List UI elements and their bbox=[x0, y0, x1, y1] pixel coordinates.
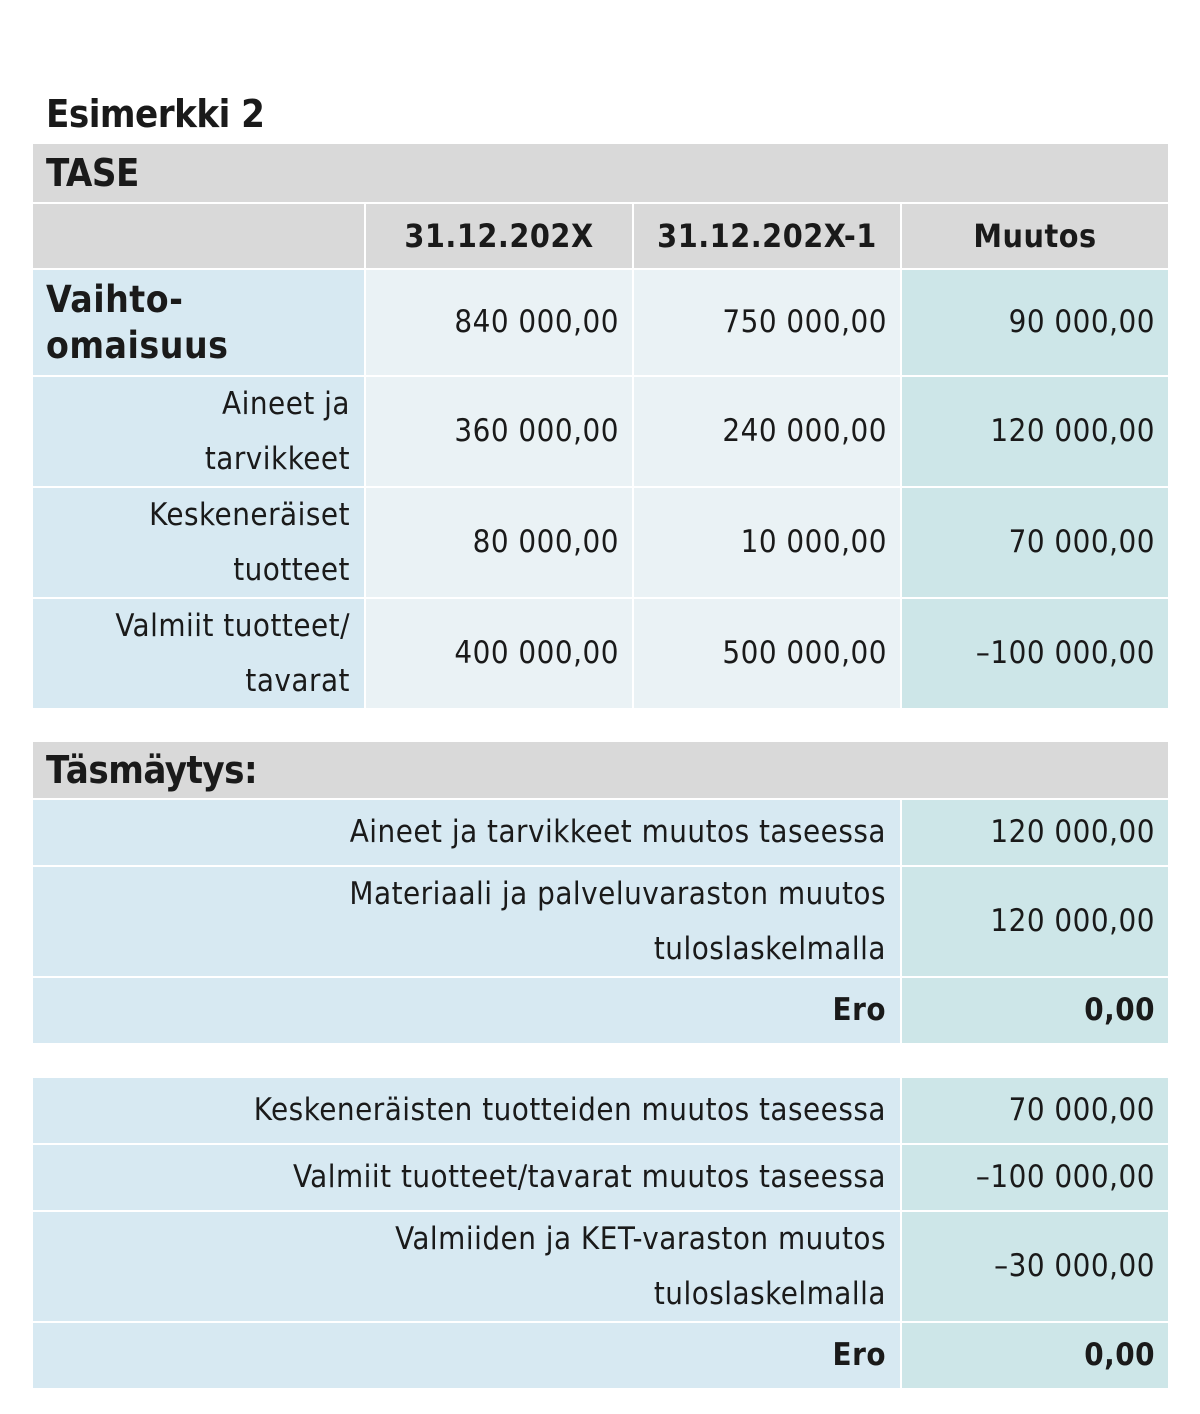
page-title: Esimerkki 2 bbox=[46, 92, 265, 136]
reconciliation-table-2 bbox=[33, 1076, 1168, 1388]
recon-value: –100 000,00 bbox=[902, 1145, 1168, 1210]
balance-header-row bbox=[33, 204, 1168, 268]
table-row bbox=[33, 270, 1168, 375]
row-change: 70 000,00 bbox=[902, 488, 1168, 597]
row-change: 120 000,00 bbox=[902, 377, 1168, 486]
recon-label: Valmiiden ja KET-varaston muutos tuloslaskelmalla bbox=[33, 1212, 900, 1321]
row-change: 90 000,00 bbox=[902, 270, 1168, 375]
difference-value: 0,00 bbox=[902, 978, 1168, 1043]
table-row bbox=[33, 488, 1168, 597]
recon-value: 120 000,00 bbox=[902, 867, 1168, 976]
recon-value: 70 000,00 bbox=[902, 1078, 1168, 1143]
table-row bbox=[33, 1212, 1168, 1321]
row-previous: 10 000,00 bbox=[634, 488, 900, 597]
table-row bbox=[33, 599, 1168, 708]
recon-label: Valmiit tuotteet/tavarat muutos taseessa bbox=[33, 1145, 900, 1210]
col-header-label bbox=[33, 204, 364, 268]
row-current: 80 000,00 bbox=[366, 488, 632, 597]
difference-value: 0,00 bbox=[902, 1323, 1168, 1388]
col-header-change: Muutos bbox=[902, 204, 1168, 268]
row-current: 400 000,00 bbox=[366, 599, 632, 708]
table-row bbox=[33, 1145, 1168, 1210]
table-row bbox=[33, 800, 1168, 865]
recon-label: Aineet ja tarvikkeet muutos taseessa bbox=[33, 800, 900, 865]
recon-value: –30 000,00 bbox=[902, 1212, 1168, 1321]
difference-label: Ero bbox=[33, 1323, 900, 1388]
row-label: Vaihto- omaisuus bbox=[33, 270, 364, 375]
row-change: –100 000,00 bbox=[902, 599, 1168, 708]
recon-value: 120 000,00 bbox=[902, 800, 1168, 865]
recon-label: Materiaali ja palveluvaraston muutos tuloslaskelmalla bbox=[33, 867, 900, 976]
recon-label: Keskeneräisten tuotteiden muutos taseessa bbox=[33, 1078, 900, 1143]
row-previous: 240 000,00 bbox=[634, 377, 900, 486]
balance-heading: TASE bbox=[33, 144, 1168, 202]
balance-table bbox=[33, 144, 1168, 708]
row-current: 360 000,00 bbox=[366, 377, 632, 486]
row-previous: 750 000,00 bbox=[634, 270, 900, 375]
table-row bbox=[33, 1078, 1168, 1143]
reconciliation-heading: Täsmäytys: bbox=[33, 742, 1168, 798]
row-label: Aineet ja tarvikkeet bbox=[33, 377, 364, 486]
total-row bbox=[33, 978, 1168, 1043]
row-previous: 500 000,00 bbox=[634, 599, 900, 708]
total-row bbox=[33, 1323, 1168, 1388]
table-row bbox=[33, 867, 1168, 976]
row-label: Valmiit tuotteet/ tavarat bbox=[33, 599, 364, 708]
table-row bbox=[33, 377, 1168, 486]
reconciliation-table-1 bbox=[33, 742, 1168, 1043]
row-current: 840 000,00 bbox=[366, 270, 632, 375]
difference-label: Ero bbox=[33, 978, 900, 1043]
col-header-current: 31.12.202X bbox=[366, 204, 632, 268]
col-header-previous: 31.12.202X-1 bbox=[634, 204, 900, 268]
row-label: Keskeneräiset tuotteet bbox=[33, 488, 364, 597]
